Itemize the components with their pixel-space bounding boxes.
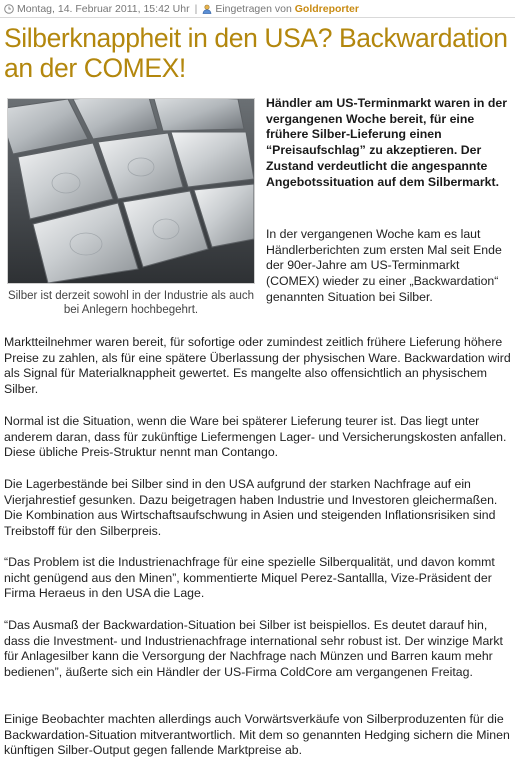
article-meta: [4, 3, 359, 15]
post-date: Montag, 14. Februar 2011, 15:42 Uhr: [17, 3, 190, 15]
article-paragraph: Die Lagerbestände bei Silber sind in den USA aufgrund der starken Nachfrage auf ein Vierjahrestief gesunken. Dazu beigetragen haben Industrie und Investoren gleichermaßen. Die Kombination aus Wirtschaftsaufschwung in Asien und steigenden Inflationsrisiken sind Treibstoff für den Silberpreis.: [4, 477, 498, 539]
article-lead: Händler am US-Terminmarkt waren in der vergangenen Woche bereit, für eine frühere Silber-Lieferung einen “Preisaufschlag” zu akzeptieren. Der Zustand verdeutlicht die angespannte Angebotssituation auf dem Silbermarkt.: [266, 96, 507, 189]
article-figure: [4, 98, 258, 317]
meta-divider: [0, 17, 515, 18]
article-paragraph: “Das Ausmaß der Backwardation-Situation bei Silber ist beispiellos. Es deutet darauf hin, dass die Investment- und Industrienachfrage international sehr robust ist. Der winzige Markt für Anlagesilber kann die Versorgung der Nachfrage nach Münzen und Barren kaum mehr bedienen”, äußerte sich ein Händler der US-Firma ColdCore am vergangenen Freitag.: [4, 618, 503, 680]
silver-bars-image: [7, 98, 255, 284]
article-intro: In der vergangenen Woche kam es laut Händlerberichten zum ersten Mal seit Ende der 90er-Jahre am US-Terminmarkt (COMEX) wieder zu einer „Backwardation“ genannten Situation bei Silber.: [266, 227, 502, 304]
image-caption: Silber ist derzeit sowohl in der Industrie als auch bei Anlegern hochbegehrt.: [7, 290, 255, 316]
author-link[interactable]: Goldreporter: [294, 3, 359, 15]
article-title: Silberknappheit in den USA? Backwardation an der COMEX!: [4, 23, 508, 83]
clock-icon: [4, 4, 14, 14]
meta-separator: |: [194, 3, 198, 15]
posted-by-label: Eingetragen von: [215, 3, 292, 15]
article-paragraph: Marktteilnehmer waren bereit, für sofortige oder zumindest zeitlich frühere Lieferung höhere Preise zu zahlen, als für eine spätere Überlassung der physischen Ware. Backwardation wird als Signal für Materialknappheit gewertet. Es mangelte also offensichtlich an physischem Silber.: [4, 335, 511, 397]
article-paragraph: Normal ist die Situation, wenn die Ware bei späterer Lieferung teurer ist. Das liegt unter anderem daran, dass für zukünftige Liefermengen Lager- und Versicherungskosten anfallen. Diese übliche Preis-Struktur nennt man Contango.: [4, 414, 507, 460]
article-paragraph: “Das Problem ist die Industrienachfrage für eine spezielle Silberqualität, und davon kommt nicht genügend aus den Minen”, kommentierte Miquel Perez-Santallla, Vize-Präsident der Firma Heraeus in den USA die Lage.: [4, 555, 495, 601]
user-icon: [202, 4, 212, 14]
article-paragraph: Einige Beobachter machten allerdings auch Vorwärtsverkäufe von Silberproduzenten für die Backwardation-Situation mitverantwortlich. Mit dem so genannten Hedging sichern die Minen künftigen Silber-Output gegen fallende Marktpreise ab.: [4, 712, 510, 758]
